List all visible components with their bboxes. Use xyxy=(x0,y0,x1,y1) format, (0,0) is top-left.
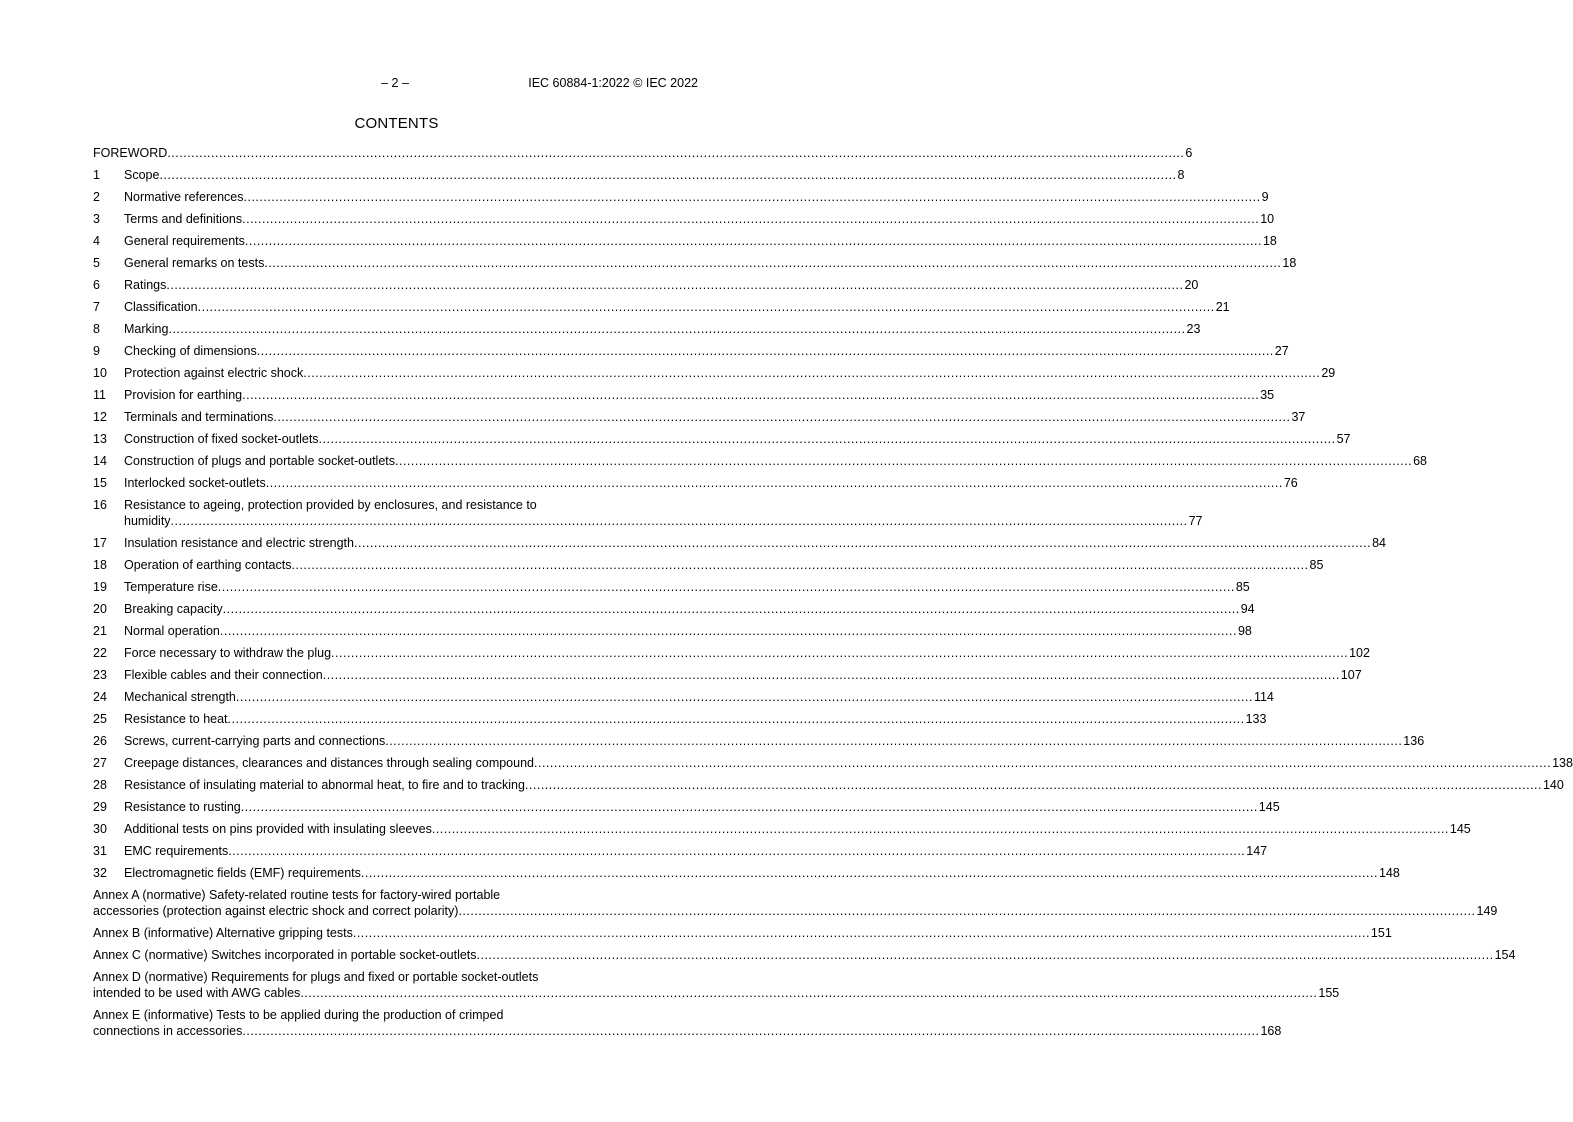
toc-entry-clause-9[interactable] xyxy=(93,343,1289,365)
toc-entry-number: 7 xyxy=(93,300,100,314)
toc-entry-page: 140 xyxy=(1542,778,1564,792)
toc-entry-page: 23 xyxy=(1186,322,1201,336)
toc-entry-title: Resistance to heat xyxy=(124,712,228,726)
toc-entry-page: 98 xyxy=(1237,624,1252,638)
dot-leader xyxy=(319,431,1336,447)
toc-entry-page: 107 xyxy=(1340,668,1362,682)
toc-entry-page: 114 xyxy=(1253,690,1274,704)
dot-leader xyxy=(354,535,1371,551)
toc-entry-clause-28[interactable] xyxy=(93,777,1564,799)
toc-entry-page: 148 xyxy=(1378,866,1400,880)
toc-entry-title: Interlocked socket-outlets xyxy=(124,476,266,490)
toc-entry-title: Force necessary to withdraw the plug xyxy=(124,646,332,660)
toc-entry-title: Normative references xyxy=(124,190,244,204)
toc-entry-title-continued: accessories (protection against electric shock and correct polarity) xyxy=(93,904,459,918)
toc-entry-number: 11 xyxy=(93,388,106,402)
toc-entry-title: Annex D (normative) Requirements for plugs and fixed or portable socket-outlets xyxy=(93,970,539,984)
dot-leader xyxy=(395,453,1412,469)
dot-leader xyxy=(159,167,1176,183)
dot-leader xyxy=(353,925,1370,941)
toc-entry-page: 145 xyxy=(1258,800,1280,814)
dot-leader xyxy=(171,513,1188,529)
toc-entry-page: 147 xyxy=(1246,844,1268,858)
toc-entry-page: 27 xyxy=(1274,344,1289,358)
toc-entry-page: 9 xyxy=(1261,190,1269,204)
toc-entry-clause-6[interactable] xyxy=(93,277,1199,299)
toc-entry-number: 30 xyxy=(93,822,107,836)
dot-leader xyxy=(244,189,1261,205)
toc-entry-clause-25[interactable] xyxy=(93,711,1267,733)
toc-entry-clause-13[interactable] xyxy=(93,431,1351,453)
toc-entry-number: 26 xyxy=(93,734,107,748)
toc-entry-title: Insulation resistance and electric strength xyxy=(124,536,354,550)
dot-leader xyxy=(458,903,1475,919)
toc-entry-clause-22[interactable] xyxy=(93,645,1370,667)
dot-leader xyxy=(303,365,1320,381)
document-id: IEC 60884-1:2022 © IEC 2022 xyxy=(528,76,698,90)
toc-entry-number: 20 xyxy=(93,602,107,616)
dot-leader xyxy=(291,557,1308,573)
toc-entry-title: Flexible cables and their connection xyxy=(124,668,323,682)
toc-entry-number: 9 xyxy=(93,344,100,358)
toc-entry-title: Construction of plugs and portable socket-outlets xyxy=(124,454,395,468)
toc-entry-page: 18 xyxy=(1262,234,1277,248)
toc-entry-clause-26[interactable] xyxy=(93,733,1425,755)
toc-entry-page: 133 xyxy=(1245,712,1267,726)
dot-leader xyxy=(385,733,1402,749)
toc-entry-page: 151 xyxy=(1370,926,1392,940)
toc-entry-title: Construction of fixed socket-outlets xyxy=(124,432,319,446)
toc-entry-number: 31 xyxy=(93,844,107,858)
toc-entry-title: Annex E (informative) Tests to be applied during the production of crimped xyxy=(93,1008,504,1022)
dot-leader xyxy=(331,645,1348,661)
toc-entry-title-continued: humidity xyxy=(124,514,171,528)
toc-entry-page: 155 xyxy=(1318,986,1340,1000)
toc-entry-title: Protection against electric shock xyxy=(124,366,304,380)
toc-entry-page: 35 xyxy=(1260,388,1275,402)
toc-entry-clause-30[interactable] xyxy=(93,821,1471,843)
dot-leader xyxy=(257,343,1274,359)
toc-entry-clause-15[interactable] xyxy=(93,475,1298,497)
toc-entry-page: 85 xyxy=(1309,558,1324,572)
toc-entry-number: 17 xyxy=(93,536,107,550)
toc-entry-number: 12 xyxy=(93,410,107,424)
toc-entry-page: 6 xyxy=(1185,146,1193,160)
toc-entry-clause-4[interactable] xyxy=(93,233,1277,255)
dot-leader xyxy=(534,755,1551,771)
toc-entry-page: 145 xyxy=(1449,822,1471,836)
toc-entry-number: 14 xyxy=(93,454,107,468)
toc-entry-page: 76 xyxy=(1283,476,1298,490)
toc-entry-title: Creepage distances, clearances and distances through sealing compound xyxy=(124,756,534,770)
toc-entry-number: 2 xyxy=(93,190,100,204)
toc-entry-number: 18 xyxy=(93,558,107,572)
toc-entry-number: 23 xyxy=(93,668,107,682)
toc-entry-number: 5 xyxy=(93,256,100,270)
toc-entry-page: 8 xyxy=(1177,168,1185,182)
dot-leader xyxy=(273,409,1290,425)
toc-entry-page: 20 xyxy=(1184,278,1199,292)
toc-entry-clause-18[interactable] xyxy=(93,557,1324,579)
toc-entry-page: 94 xyxy=(1240,602,1255,616)
toc-entry-clause-1[interactable] xyxy=(93,167,1185,189)
toc-entry-title: Additional tests on pins provided with insulating sleeves xyxy=(124,822,432,836)
toc-entry-page: 37 xyxy=(1291,410,1306,424)
toc-entry-clause-2[interactable] xyxy=(93,189,1269,211)
toc-entry-number: 27 xyxy=(93,756,107,770)
dot-leader xyxy=(361,865,1378,881)
toc-entry-clause-24[interactable] xyxy=(93,689,1274,711)
toc-entry-number: 21 xyxy=(93,624,107,638)
toc-entry-number: 24 xyxy=(93,690,107,704)
toc-entry-clause-5[interactable] xyxy=(93,255,1297,277)
toc-entry-page: 77 xyxy=(1188,514,1203,528)
toc-entry-clause-32[interactable] xyxy=(93,865,1400,887)
toc-entry-title: Terminals and terminations xyxy=(124,410,274,424)
toc-entry-number: 32 xyxy=(93,866,107,880)
toc-entry-page: 138 xyxy=(1552,756,1573,770)
dot-leader xyxy=(168,321,1185,337)
toc-entry-page: 21 xyxy=(1215,300,1230,314)
dot-leader xyxy=(242,387,1259,403)
toc-entry-title: Electromagnetic fields (EMF) requirements xyxy=(124,866,361,880)
toc-entry-number: 13 xyxy=(93,432,107,446)
toc-entry-number: 22 xyxy=(93,646,107,660)
toc-entry-page: 85 xyxy=(1235,580,1250,594)
toc-entry-title: Operation of earthing contacts xyxy=(124,558,292,572)
dot-leader xyxy=(323,667,1340,683)
dot-leader xyxy=(167,145,1184,161)
toc-entry-clause-23[interactable] xyxy=(93,667,1362,689)
dot-leader xyxy=(166,277,1183,293)
toc-entry-page: 136 xyxy=(1403,734,1425,748)
toc-entry-number: 10 xyxy=(93,366,107,380)
toc-entry-page: 84 xyxy=(1372,536,1386,550)
dot-leader xyxy=(264,255,1281,271)
toc-entry-page: 102 xyxy=(1349,646,1370,660)
dot-leader xyxy=(477,947,1494,963)
toc-entry-title: General remarks on tests xyxy=(124,256,265,270)
dot-leader xyxy=(266,475,1283,491)
toc-entry-number: 19 xyxy=(93,580,107,594)
toc-entry-title: FOREWORD xyxy=(93,146,168,160)
toc-entry-clause-31[interactable] xyxy=(93,843,1268,865)
dot-leader xyxy=(242,1023,1259,1039)
dot-leader xyxy=(218,579,1235,595)
toc-entry-title: Marking xyxy=(124,322,169,336)
toc-entry-clause-12[interactable] xyxy=(93,409,1306,431)
toc-entry-clause-17[interactable] xyxy=(93,535,1386,557)
toc-entry-clause-8[interactable] xyxy=(93,321,1201,343)
toc-entry-number: 16 xyxy=(93,498,107,512)
toc-entry-title-continued: intended to be used with AWG cables xyxy=(93,986,301,1000)
toc-entry-annex[interactable] xyxy=(93,925,1392,947)
toc-entry-clause-7[interactable] xyxy=(93,299,1230,321)
toc-entry-title-continued: connections in accessories xyxy=(93,1024,243,1038)
toc-entry-clause-29[interactable] xyxy=(93,799,1280,821)
toc-entry-clause-3[interactable] xyxy=(93,211,1275,233)
toc-entry-page: 10 xyxy=(1260,212,1275,226)
dot-leader xyxy=(228,843,1245,859)
toc-entry-clause-27[interactable] xyxy=(93,755,1573,777)
dot-leader xyxy=(198,299,1215,315)
toc-entry-title: EMC requirements xyxy=(124,844,229,858)
dot-leader xyxy=(525,777,1542,793)
toc-entry-annex[interactable] xyxy=(93,969,1340,1007)
toc-entry-number: 6 xyxy=(93,278,100,292)
toc-entry-title: Ratings xyxy=(124,278,167,292)
toc-entry-title: Terms and definitions xyxy=(124,212,243,226)
toc-entry-page: 149 xyxy=(1476,904,1498,918)
toc-entry-clause-11[interactable] xyxy=(93,387,1275,409)
toc-entry-title: Annex B (informative) Alternative gripping tests xyxy=(93,926,353,940)
toc-entry-title: Resistance of insulating material to abnormal heat, to fire and to tracking xyxy=(124,778,525,792)
toc-entry-title: Breaking capacity xyxy=(124,602,223,616)
toc-entry-page: 57 xyxy=(1336,432,1351,446)
page-title: CONTENTS xyxy=(354,115,439,132)
toc-entry-foreword[interactable] xyxy=(93,145,1193,167)
toc-entry-clause-16[interactable] xyxy=(93,497,1203,535)
toc-entry-number: 3 xyxy=(93,212,100,226)
toc-entry-title: Annex C (normative) Switches incorporated in portable socket-outlets xyxy=(93,948,477,962)
table-of-contents xyxy=(93,145,1573,1045)
toc-entry-page: 18 xyxy=(1282,256,1297,270)
toc-entry-clause-10[interactable] xyxy=(93,365,1336,387)
toc-entry-number: 8 xyxy=(93,322,100,336)
toc-entry-title: Normal operation xyxy=(124,624,220,638)
toc-entry-page: 29 xyxy=(1321,366,1336,380)
dot-leader xyxy=(432,821,1449,837)
dot-leader xyxy=(242,211,1259,227)
toc-entry-clause-14[interactable] xyxy=(93,453,1427,475)
toc-entry-annex[interactable] xyxy=(93,887,1498,925)
toc-entry-number: 29 xyxy=(93,800,107,814)
toc-entry-page: 154 xyxy=(1494,948,1516,962)
toc-entry-title: Mechanical strength xyxy=(124,690,236,704)
toc-entry-title: General requirements xyxy=(124,234,245,248)
toc-entry-clause-19[interactable] xyxy=(93,579,1250,601)
dot-leader xyxy=(228,711,1245,727)
dot-leader xyxy=(220,623,1237,639)
toc-entry-title: Resistance to rusting xyxy=(124,800,241,814)
dot-leader xyxy=(223,601,1240,617)
toc-entry-number: 4 xyxy=(93,234,100,248)
toc-entry-number: 25 xyxy=(93,712,107,726)
page-number: – 2 – xyxy=(381,76,409,90)
toc-entry-clause-20[interactable] xyxy=(93,601,1255,623)
toc-entry-title: Resistance to ageing, protection provided by enclosures, and resistance to xyxy=(124,498,537,512)
dot-leader xyxy=(236,689,1253,705)
toc-entry-title: Classification xyxy=(124,300,198,314)
dot-leader xyxy=(300,985,1317,1001)
toc-entry-number: 1 xyxy=(93,168,100,182)
toc-entry-title: Screws, current-carrying parts and connections xyxy=(124,734,386,748)
toc-entry-clause-21[interactable] xyxy=(93,623,1252,645)
toc-entry-page: 68 xyxy=(1413,454,1427,468)
dot-leader xyxy=(245,233,1262,249)
toc-entry-title: Temperature rise xyxy=(124,580,218,594)
toc-entry-title: Checking of dimensions xyxy=(124,344,257,358)
toc-entry-title: Scope xyxy=(124,168,160,182)
toc-entry-title: Provision for earthing xyxy=(124,388,243,402)
toc-entry-number: 28 xyxy=(93,778,107,792)
toc-entry-annex[interactable] xyxy=(93,1007,1282,1045)
toc-entry-title: Annex A (normative) Safety-related routine tests for factory-wired portable xyxy=(93,888,501,902)
toc-entry-number: 15 xyxy=(93,476,107,490)
toc-entry-page: 168 xyxy=(1260,1024,1282,1038)
toc-entry-annex[interactable] xyxy=(93,947,1516,969)
dot-leader xyxy=(241,799,1258,815)
